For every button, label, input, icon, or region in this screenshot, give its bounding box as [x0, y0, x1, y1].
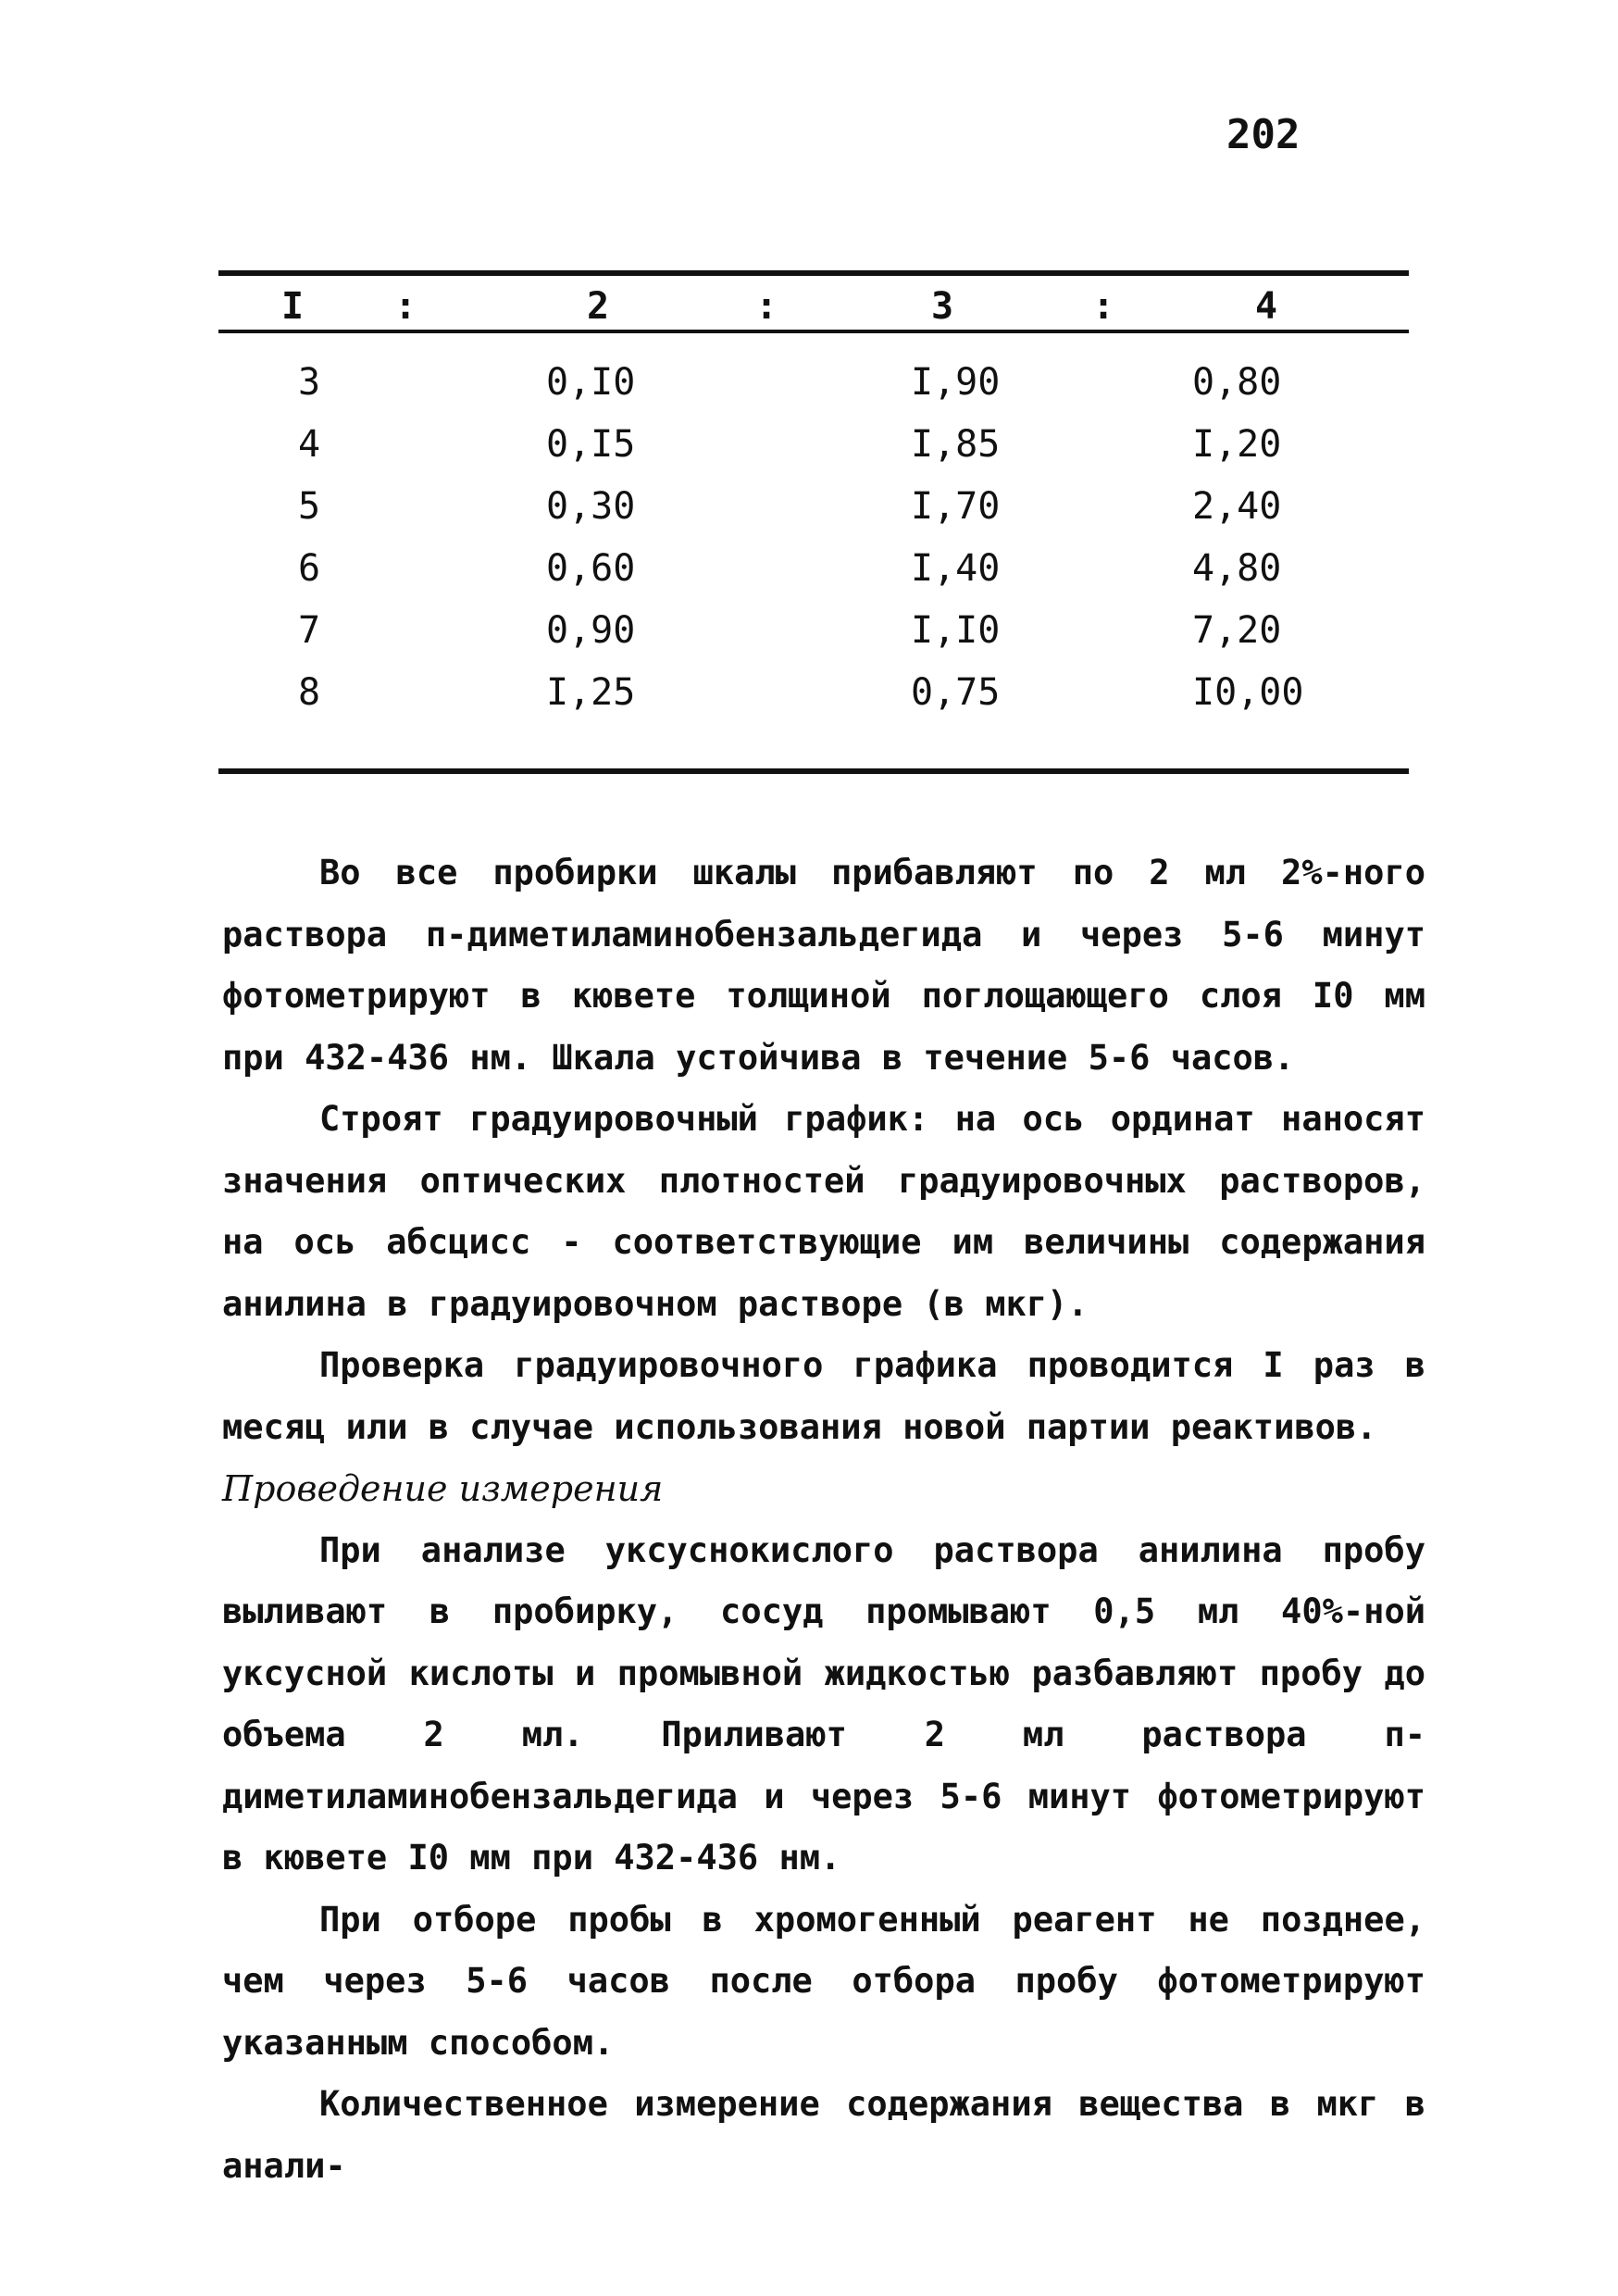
table-cell: 0,75	[911, 671, 1001, 714]
header-col-3: 3	[931, 285, 954, 328]
table-cell: 7,20	[1192, 609, 1282, 652]
table-row	[218, 671, 1409, 733]
calibration-table	[218, 270, 1409, 774]
table-cell: 0,90	[546, 609, 636, 652]
table-header-row	[218, 276, 1409, 330]
table-row	[218, 609, 1409, 671]
table-row	[218, 423, 1409, 485]
table-cell: 0,I5	[546, 423, 636, 466]
table-cell: I,25	[546, 671, 636, 714]
paragraph: Строят градуировочный график: на ось ординат наносят значения оптических плотностей градуировочных растворов, на ось абсцисс - соответствующие им величины содержания анилина в градуировочном растворе (в мкг).	[222, 1099, 1425, 1324]
paragraph: Количественное измерение содержания вещества в мкг в анали-	[222, 2084, 1425, 2186]
body-text	[222, 842, 1425, 2197]
table-cell: 4,80	[1192, 547, 1282, 590]
table-cell: 2,40	[1192, 485, 1282, 528]
table-cell: I,85	[911, 423, 1001, 466]
header-col-1: I	[281, 285, 305, 328]
table-row	[218, 547, 1409, 609]
table-body	[218, 333, 1409, 768]
table-cell: I,I0	[911, 609, 1001, 652]
paragraph: При анализе уксуснокислого раствора анилина пробу выливают в пробирку, сосуд промывают 0,5 мл 40%-ной уксусной кислоты и промывной жидкостью разбавляют пробу до объема 2 мл. Приливают 2 мл раствора п-диметиламинобензальдегида и через 5-6 минут фотометрируют в кювете I0 мм при 432-436 нм.	[222, 1529, 1425, 1878]
table-cell: 8	[298, 671, 321, 714]
table-cell: 5	[298, 485, 321, 528]
table-bottom-rule	[218, 768, 1409, 774]
page-number: 202	[1226, 111, 1301, 158]
table-cell: 6	[298, 547, 321, 590]
table-cell: 0,30	[546, 485, 636, 528]
header-separator: :	[755, 285, 778, 328]
section-title: Проведение измерения	[222, 1468, 664, 1509]
paragraph: Проверка градуировочного графика проводится I раз в месяц или в случае использования новой партии реактивов.	[222, 1345, 1425, 1447]
table-cell: 4	[298, 423, 321, 466]
table-row	[218, 361, 1409, 423]
table-cell: I,70	[911, 485, 1001, 528]
table-cell: I,40	[911, 547, 1001, 590]
header-separator: :	[394, 285, 417, 328]
table-cell: 3	[298, 361, 321, 404]
table-row	[218, 485, 1409, 547]
header-col-2: 2	[587, 285, 610, 328]
paragraph: Во все пробирки шкалы прибавляют по 2 мл 2%-ного раствора п-диметиламинобензальдегида и через 5-6 минут фотометрируют в кювете толщиной поглощающего слоя I0 мм при 432-436 нм. Шкала устойчива в течение 5-6 часов.	[222, 853, 1425, 1078]
table-cell: I,20	[1192, 423, 1282, 466]
table-cell: 0,80	[1192, 361, 1282, 404]
header-col-4: 4	[1255, 285, 1278, 328]
table-cell: I,90	[911, 361, 1001, 404]
table-cell: I0,00	[1192, 671, 1304, 714]
table-cell: 0,60	[546, 547, 636, 590]
table-cell: 0,I0	[546, 361, 636, 404]
paragraph: При отборе пробы в хромогенный реагент не позднее, чем через 5-6 часов после отбора пробу фотометрируют указанным способом.	[222, 1899, 1425, 2063]
table-cell: 7	[298, 609, 321, 652]
header-separator: :	[1092, 285, 1115, 328]
